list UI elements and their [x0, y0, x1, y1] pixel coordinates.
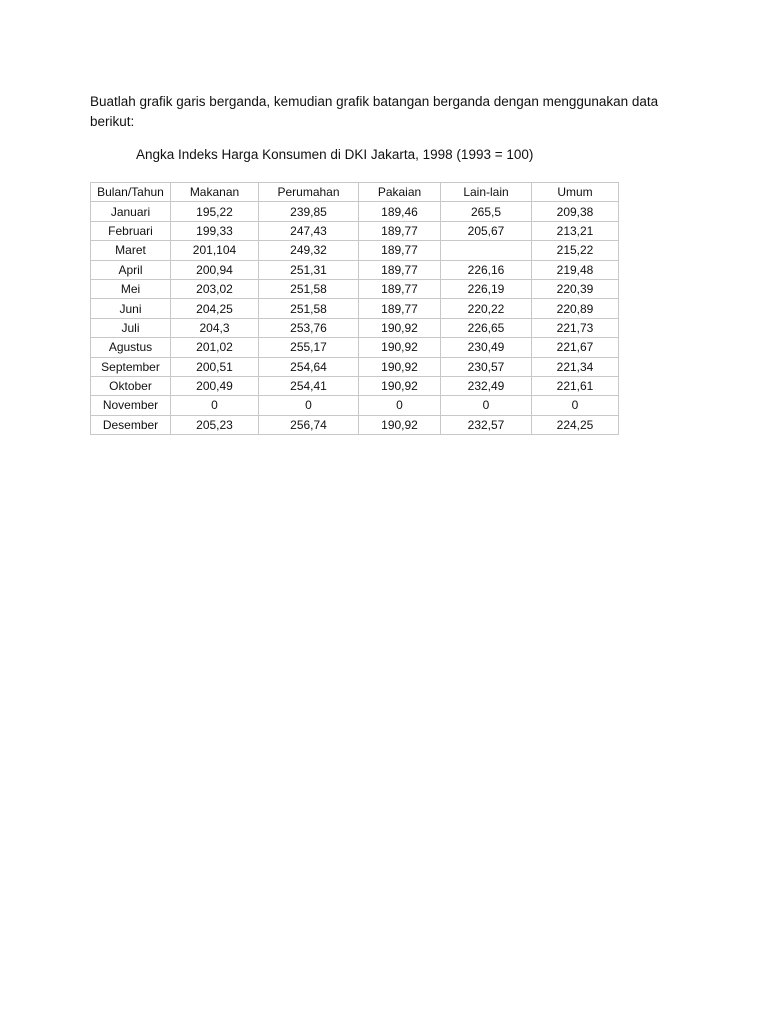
value-cell: 0: [532, 396, 619, 415]
table-row: [91, 202, 619, 221]
value-cell: 256,74: [259, 415, 359, 434]
column-header: Pakaian: [359, 183, 441, 202]
value-cell: 221,34: [532, 357, 619, 376]
month-cell: September: [91, 357, 171, 376]
month-cell: Desember: [91, 415, 171, 434]
month-cell: Februari: [91, 221, 171, 240]
value-cell: 205,67: [441, 221, 532, 240]
value-cell: 190,92: [359, 318, 441, 337]
value-cell: 251,58: [259, 299, 359, 318]
value-cell: 220,22: [441, 299, 532, 318]
month-cell: Juli: [91, 318, 171, 337]
month-cell: Maret: [91, 241, 171, 260]
price-index-table: [90, 182, 619, 435]
table-row: [91, 338, 619, 357]
value-cell: 0: [359, 396, 441, 415]
value-cell: 239,85: [259, 202, 359, 221]
value-cell: 204,3: [171, 318, 259, 337]
value-cell: 220,89: [532, 299, 619, 318]
table-row: [91, 299, 619, 318]
value-cell: 201,104: [171, 241, 259, 260]
value-cell: 189,77: [359, 260, 441, 279]
value-cell: 189,77: [359, 279, 441, 298]
value-cell: 190,92: [359, 338, 441, 357]
value-cell: 251,58: [259, 279, 359, 298]
table-row: [91, 241, 619, 260]
value-cell: 215,22: [532, 241, 619, 260]
value-cell: 200,51: [171, 357, 259, 376]
value-cell: 205,23: [171, 415, 259, 434]
value-cell: 190,92: [359, 376, 441, 395]
value-cell: 255,17: [259, 338, 359, 357]
value-cell: 201,02: [171, 338, 259, 357]
value-cell: 0: [259, 396, 359, 415]
month-cell: Oktober: [91, 376, 171, 395]
value-cell: 221,61: [532, 376, 619, 395]
value-cell: 203,02: [171, 279, 259, 298]
value-cell: [441, 241, 532, 260]
value-cell: 190,92: [359, 357, 441, 376]
value-cell: 232,57: [441, 415, 532, 434]
table-row: [91, 221, 619, 240]
month-cell: Juni: [91, 299, 171, 318]
table-header-row: [91, 183, 619, 202]
value-cell: 254,41: [259, 376, 359, 395]
value-cell: 224,25: [532, 415, 619, 434]
column-header: Lain-lain: [441, 183, 532, 202]
month-cell: Mei: [91, 279, 171, 298]
month-cell: Agustus: [91, 338, 171, 357]
value-cell: 249,32: [259, 241, 359, 260]
value-cell: 253,76: [259, 318, 359, 337]
table-row: [91, 396, 619, 415]
value-cell: 221,67: [532, 338, 619, 357]
value-cell: 189,77: [359, 299, 441, 318]
value-cell: 254,64: [259, 357, 359, 376]
value-cell: 251,31: [259, 260, 359, 279]
value-cell: 230,57: [441, 357, 532, 376]
table-row: [91, 279, 619, 298]
value-cell: 226,19: [441, 279, 532, 298]
value-cell: 200,49: [171, 376, 259, 395]
value-cell: 189,77: [359, 221, 441, 240]
value-cell: 247,43: [259, 221, 359, 240]
value-cell: 189,77: [359, 241, 441, 260]
value-cell: 195,22: [171, 202, 259, 221]
month-cell: November: [91, 396, 171, 415]
value-cell: 230,49: [441, 338, 532, 357]
month-cell: Januari: [91, 202, 171, 221]
table-row: [91, 415, 619, 434]
column-header: Makanan: [171, 183, 259, 202]
value-cell: 265,5: [441, 202, 532, 221]
table-title: Angka Indeks Harga Konsumen di DKI Jakarta, 1998 (1993 = 100): [136, 147, 534, 162]
value-cell: 0: [441, 396, 532, 415]
column-header: Perumahan: [259, 183, 359, 202]
value-cell: 204,25: [171, 299, 259, 318]
month-cell: April: [91, 260, 171, 279]
table-body: [91, 202, 619, 435]
value-cell: 209,38: [532, 202, 619, 221]
value-cell: 220,39: [532, 279, 619, 298]
table-row: [91, 260, 619, 279]
instruction-text: Buatlah grafik garis berganda, kemudian grafik batangan berganda dengan menggunakan data berikut:: [90, 94, 659, 129]
value-cell: 221,73: [532, 318, 619, 337]
table-row: [91, 357, 619, 376]
value-cell: 190,92: [359, 415, 441, 434]
value-cell: 0: [171, 396, 259, 415]
value-cell: 232,49: [441, 376, 532, 395]
value-cell: 226,65: [441, 318, 532, 337]
value-cell: 219,48: [532, 260, 619, 279]
value-cell: 189,46: [359, 202, 441, 221]
value-cell: 226,16: [441, 260, 532, 279]
column-header: Bulan/Tahun: [91, 183, 171, 202]
column-header: Umum: [532, 183, 619, 202]
value-cell: 200,94: [171, 260, 259, 279]
value-cell: 213,21: [532, 221, 619, 240]
value-cell: 199,33: [171, 221, 259, 240]
table-row: [91, 376, 619, 395]
table-row: [91, 318, 619, 337]
table-header: [91, 183, 619, 202]
